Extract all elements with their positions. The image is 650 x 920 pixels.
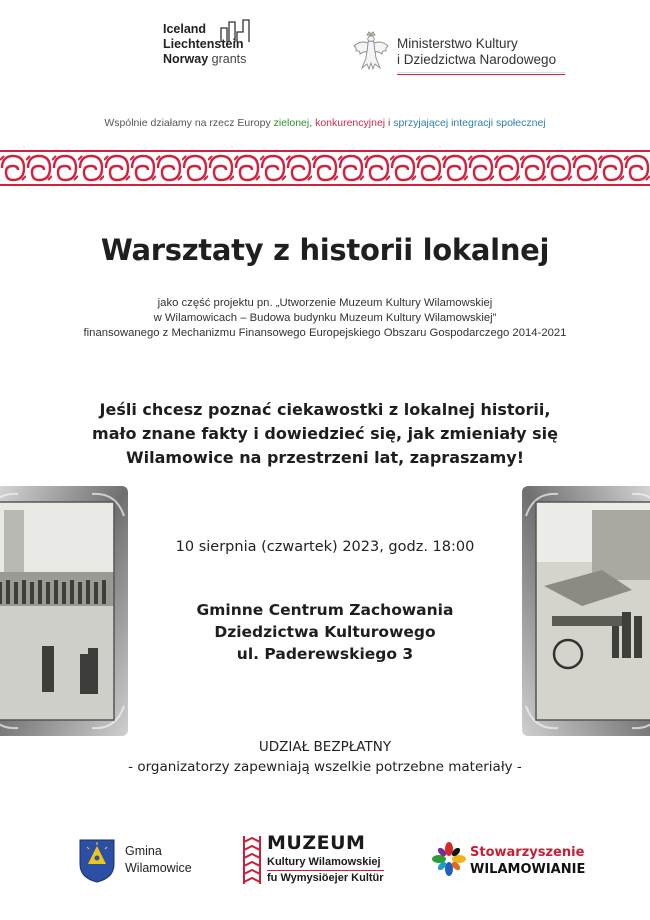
invite-line: mało znane fakty i dowiedzieć się, jak zmieniały się [92, 424, 558, 443]
ministry-logo [352, 30, 572, 76]
eea-line3-bold: Norway [163, 52, 209, 66]
muzeum-pattern-icon [240, 834, 264, 886]
tagline-green: zielonej [273, 117, 310, 129]
page-title: Warsztaty z historii lokalnej [100, 233, 550, 267]
muzeum-subtitle-wymysorys: fu Wymysiöejer Kultür [267, 872, 384, 884]
muzeum-logo [240, 832, 390, 890]
free-entry-note [0, 737, 650, 777]
stow-name-line1: Stowarzyszenie [470, 845, 585, 860]
gmina-name [125, 843, 192, 877]
eea-grants-logo [163, 22, 273, 82]
venue-line: Gminne Centrum Zachowania [196, 601, 454, 619]
project-line: w Wilamowicach – Budowa budynku Muzeum Kultury Wilamowskiej” [153, 312, 497, 324]
event-date: 10 sierpnia (czwartek) 2023, godz. 18:00 [175, 539, 475, 555]
historic-photo-market [522, 486, 650, 736]
gmina-crest-icon [78, 838, 116, 884]
eea-line1: Iceland [163, 22, 207, 36]
invite-line: Jeśli chcesz poznać ciekawostki z lokalnej historii, [99, 400, 551, 419]
eea-line3-rest: grants [208, 52, 247, 66]
eea-grants-icon [219, 18, 251, 44]
materials-note: - organizatorzy zapewniają wszelkie potrzebne materiały - [128, 759, 522, 775]
muzeum-divider [267, 870, 384, 871]
gmina-line2: Wilamowice [125, 861, 192, 875]
ministry-name [397, 36, 556, 68]
muzeum-title: MUZEUM [267, 832, 366, 854]
gmina-logo [78, 838, 208, 888]
stowarzyszenie-logo [432, 842, 612, 882]
folk-ornament-band [0, 148, 650, 188]
invitation-text [0, 398, 650, 470]
tagline-sep2: i [385, 117, 394, 129]
muzeum-subtitle: Kultury Wilamowskiej [267, 856, 381, 868]
ministry-line1: Ministerstwo Kultury [397, 36, 518, 51]
tagline-red: konkurencyjnej [315, 117, 386, 129]
ministry-line2: i Dziedzictwa Narodowego [397, 52, 557, 67]
gmina-line1: Gmina [125, 844, 162, 858]
tagline-sep1: , [309, 117, 316, 129]
ministry-flag-bar [397, 72, 565, 75]
flower-star-icon [432, 842, 466, 876]
eea-tagline [0, 117, 650, 129]
venue-line: ul. Paderewskiego 3 [236, 645, 414, 663]
venue-line: Dziedzictwa Kulturowego [214, 623, 436, 641]
free-entry-label: UDZIAŁ BEZPŁATNY [258, 739, 392, 755]
eea-line2: Liechtenstein [163, 37, 244, 51]
invite-line: Wilamowice na przestrzeni lat, zapraszamy! [125, 448, 525, 467]
stow-name-line2: WILAMOWIANIE [470, 862, 586, 877]
tagline-prefix: Wspólnie działamy na rzecz Europy [104, 117, 274, 129]
tagline-blue: sprzyjającej integracji społecznej [393, 117, 546, 129]
white-eagle-icon [352, 30, 390, 72]
project-line: finansowanego z Mechanizmu Finansowego Europejskiego Obszaru Gospodarczego 2014-2021 [83, 327, 567, 339]
eea-line3 [163, 52, 273, 67]
historic-photo-parade [0, 486, 128, 736]
project-line: jako część projektu pn. „Utworzenie Muzeum Kultury Wilamowskiej [157, 297, 493, 309]
project-info [0, 296, 650, 341]
